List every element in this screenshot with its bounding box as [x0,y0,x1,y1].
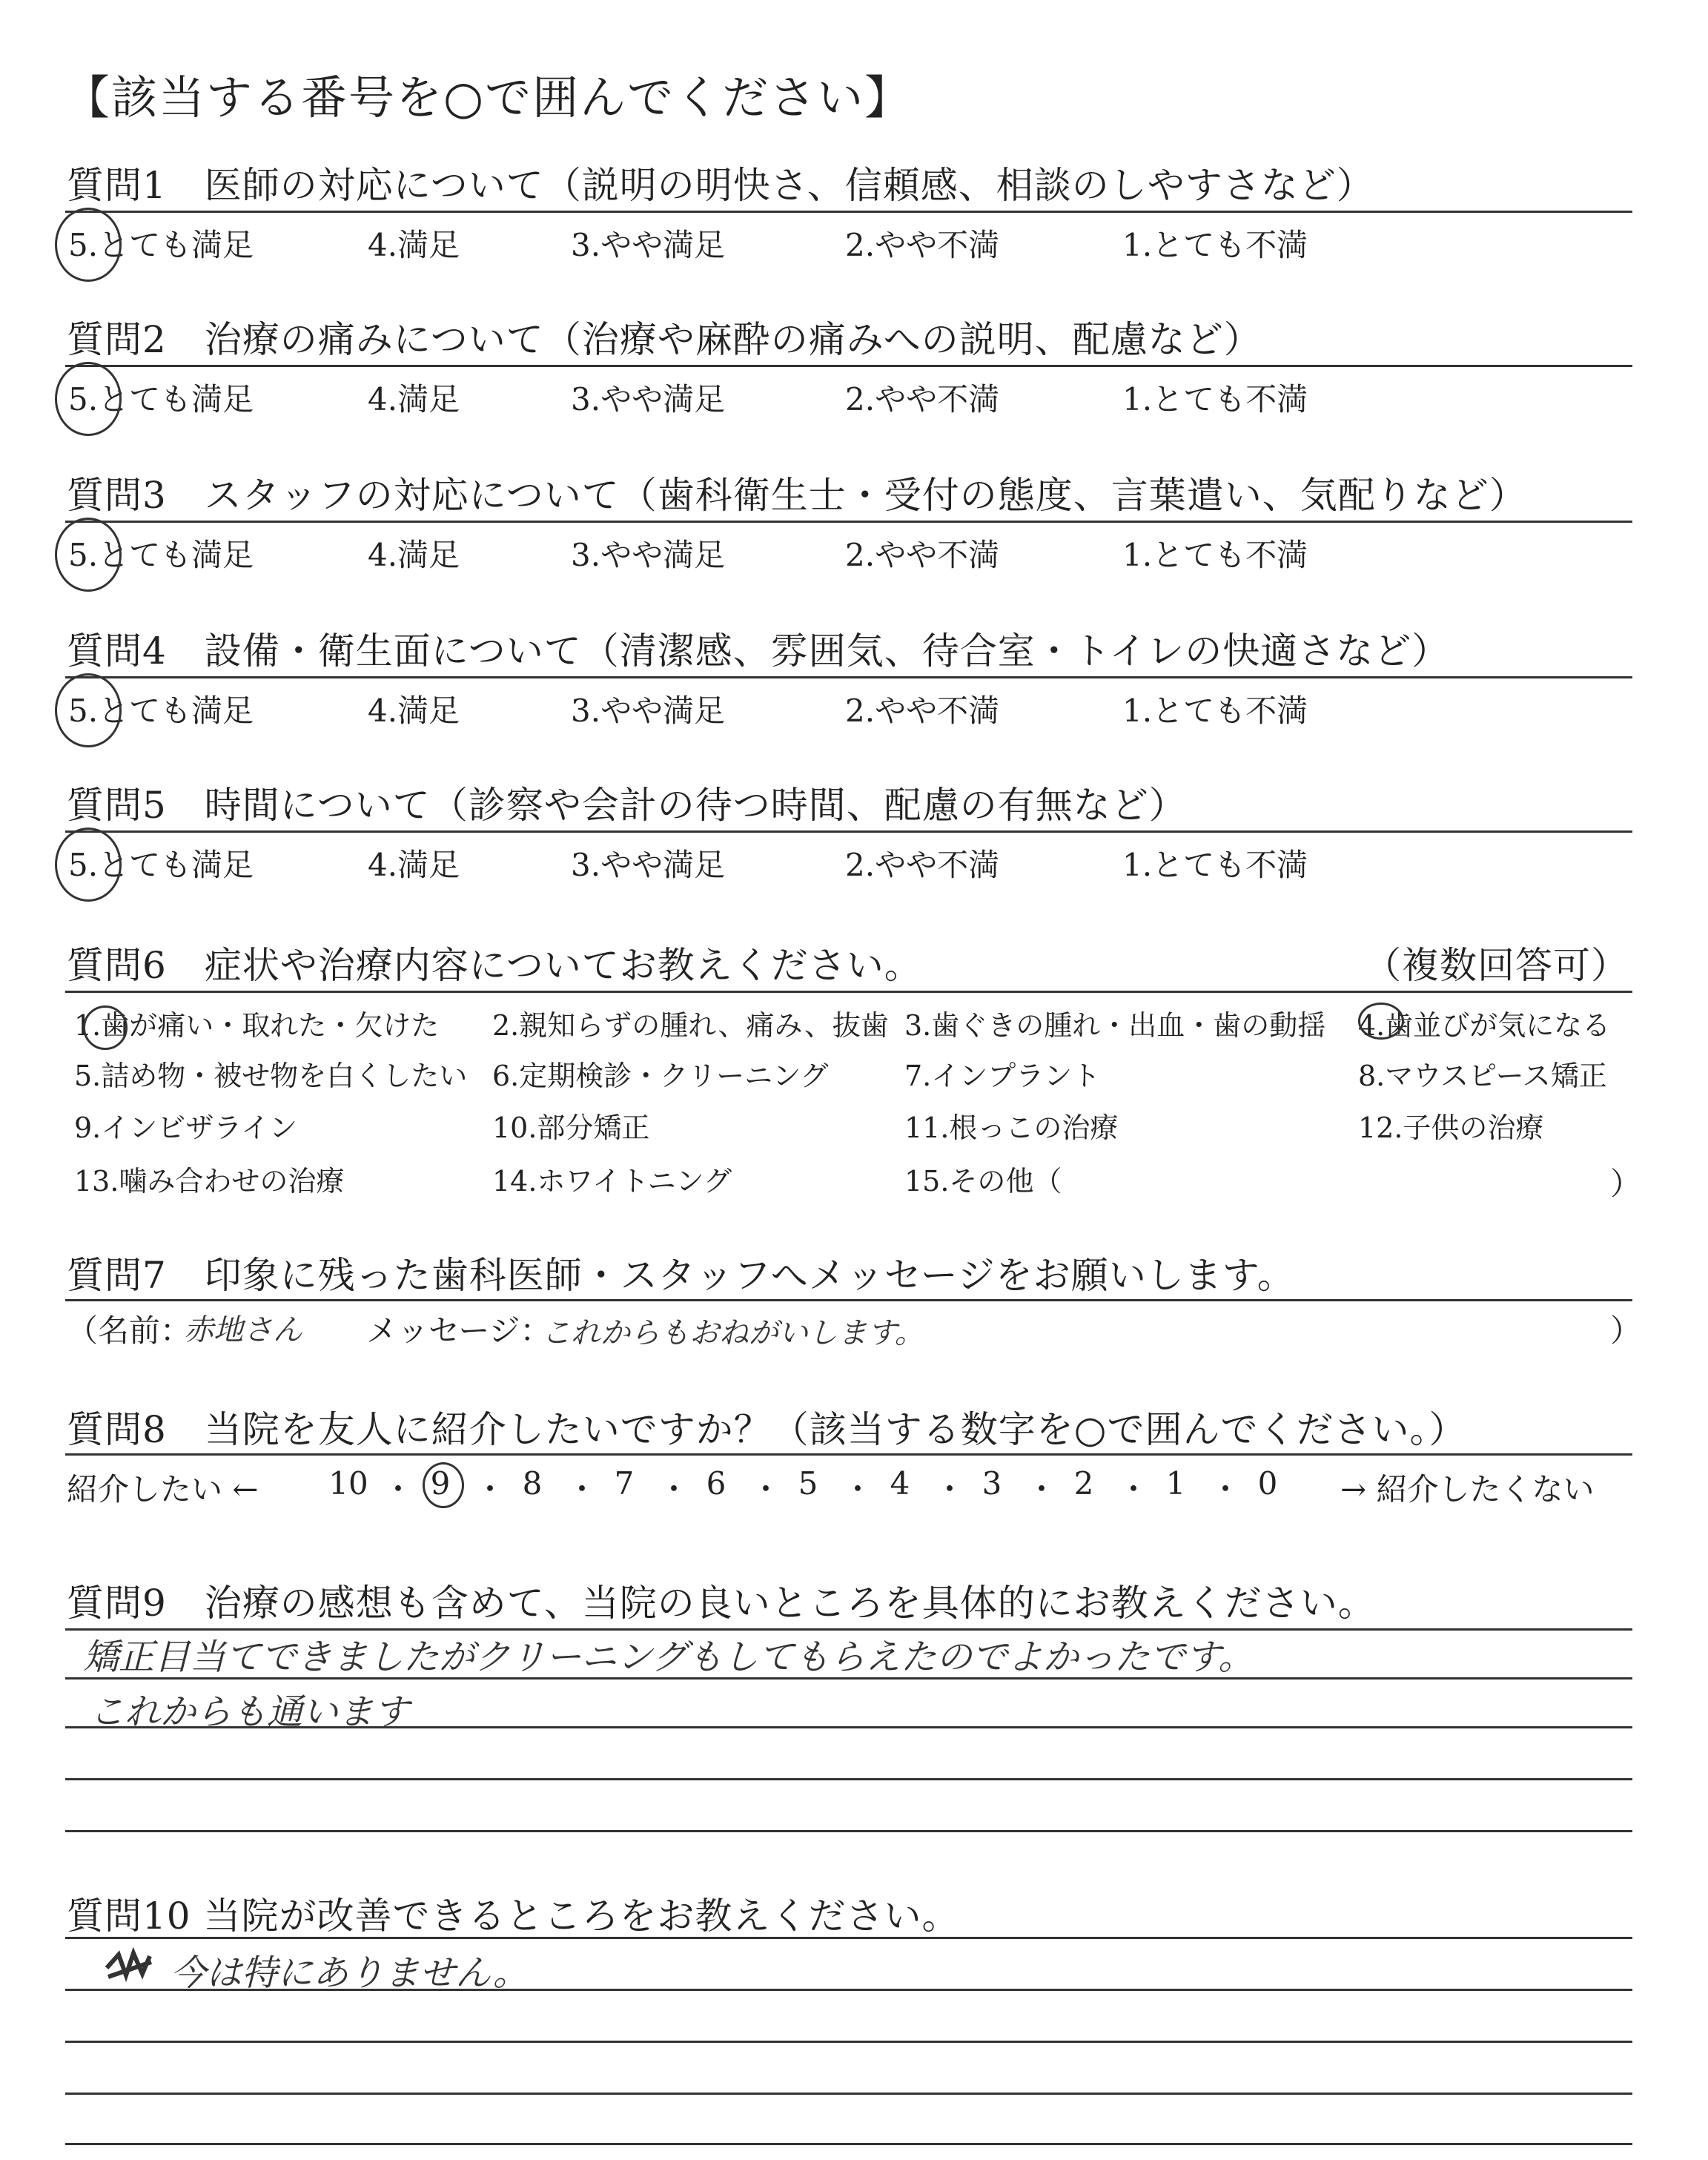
q10-title: 質問10 当院が改善できるところをお教えください。 [67,1895,960,1938]
q6-option-3[interactable]: 3.歯ぐきの腫れ・出血・歯の動揺 [904,1009,1326,1042]
q3-option-5[interactable]: 5.とても満足 [68,537,254,573]
q6-selected-circle-1 [83,1005,128,1050]
q10-rule-4 [65,2093,1632,2095]
q10-answer-line-1[interactable]: 今は特にありません。 [171,1952,529,1994]
q6-option-10[interactable]: 10.部分矯正 [492,1112,650,1144]
q8-separator: ・ [1026,1471,1058,1507]
q5-option-1[interactable]: 1.とても不満 [1122,847,1308,883]
q8-number-0[interactable]: 0 [1257,1465,1278,1502]
q9-rule-5 [65,1830,1632,1832]
q2-option-2[interactable]: 2.やや不満 [845,381,1000,417]
q3-rule [65,521,1632,523]
q2-rule [65,365,1632,367]
q3-option-4[interactable]: 4.満足 [368,537,460,573]
q6-rule [65,991,1632,993]
scribble-icon [104,1946,156,1986]
q3-title: 質問3 スタッフの対応について（歯科衛生士・受付の態度、言葉遣い、気配りなど） [67,474,1527,517]
q8-right-label: → 紹介したくない [1340,1471,1595,1507]
q6-option-13[interactable]: 13.噛み合わせの治療 [74,1165,345,1198]
q6-option-8[interactable]: 8.マウスピース矯正 [1358,1060,1607,1092]
q9-title: 質問9 治療の感想も含めて、当院の良いところを具体的にお教えください。 [67,1582,1376,1625]
q8-number-6[interactable]: 6 [706,1465,726,1502]
q10-rule-3 [65,2041,1632,2043]
q5-option-2[interactable]: 2.やや不満 [845,847,1000,883]
q8-number-7[interactable]: 7 [614,1465,635,1502]
q6-option-5[interactable]: 5.詰め物・被せ物を白くしたい [74,1060,468,1092]
q6-note: （複数回答可） [1364,944,1629,987]
q10-rule-1 [65,1937,1632,1939]
q4-rule [65,676,1632,678]
q5-option-5[interactable]: 5.とても満足 [68,847,254,883]
q8-separator: ・ [750,1471,782,1507]
q7-name-value[interactable]: 赤地さん [184,1313,302,1347]
q8-separator: ・ [566,1471,598,1507]
q8-number-5[interactable]: 5 [798,1465,818,1502]
q5-option-4[interactable]: 4.満足 [368,847,460,883]
q4-title: 質問4 設備・衛生面について（清潔感、雰囲気、待合室・トイレの快適さなど） [67,630,1450,673]
q6-selected-circle-4 [1358,1003,1404,1040]
q8-title: 質問8 当院を友人に紹介したいですか？（該当する数字を○で囲んでください。） [67,1408,1467,1451]
q6-option-1[interactable]: 1.歯が痛い・取れた・欠けた [74,1009,440,1042]
page-title: 【該当する番号を○で囲んでください】 [64,70,913,125]
q8-number-1[interactable]: 1 [1165,1465,1186,1502]
q8-separator: ・ [474,1471,506,1507]
q2-selected-circle [55,362,122,436]
q5-option-3[interactable]: 3.やや満足 [571,847,726,883]
q6-option-12[interactable]: 12.子供の治療 [1358,1112,1544,1144]
q1-title: 質問1 医師の対応について（説明の明快さ、信頼感、相談のしやすさなど） [67,164,1374,207]
q4-option-5[interactable]: 5.とても満足 [68,693,254,729]
q8-separator: ・ [658,1471,690,1507]
q7-name-label: （名前： [67,1312,192,1349]
q7-message-value[interactable]: これからもおねがいします。 [541,1316,924,1350]
q2-option-5[interactable]: 5.とても満足 [68,381,254,417]
q7-close-paren: ） [1610,1312,1642,1349]
q6-option-6[interactable]: 6.定期検診・クリーニング [492,1060,829,1092]
q8-separator: ・ [1118,1471,1150,1507]
q1-rule [65,211,1632,213]
q1-option-4[interactable]: 4.満足 [368,227,460,263]
q4-option-2[interactable]: 2.やや不満 [845,693,1000,729]
q2-option-1[interactable]: 1.とても不満 [1122,381,1308,417]
q2-option-4[interactable]: 4.満足 [368,381,460,417]
q5-selected-circle [55,828,122,902]
q8-separator: ・ [383,1471,414,1507]
q2-title: 質問2 治療の痛みについて（治療や麻酔の痛みへの説明、配慮など） [67,318,1262,361]
q8-separator: ・ [934,1471,966,1507]
q6-option-9[interactable]: 9.インビザライン [74,1112,298,1144]
q1-option-5[interactable]: 5.とても満足 [68,227,254,263]
q6-title: 質問6 症状や治療内容についてお教えください。 [67,944,922,987]
q8-number-9[interactable]: 9 [430,1465,451,1502]
q3-option-2[interactable]: 2.やや不満 [845,537,1000,573]
q9-answer-line-2[interactable]: これからも通います [89,1691,410,1733]
q6-option-7[interactable]: 7.インプラント [904,1060,1101,1092]
q7-title: 質問7 印象に残った歯科医師・スタッフへメッセージをお願いします。 [67,1254,1295,1297]
q8-number-10[interactable]: 10 [328,1465,368,1502]
q4-selected-circle [55,673,122,747]
q4-option-1[interactable]: 1.とても不満 [1122,693,1308,729]
q7-rule [65,1299,1632,1301]
q3-selected-circle [55,518,122,592]
q8-left-label: 紹介したい ← [67,1471,259,1507]
q8-number-3[interactable]: 3 [982,1465,1002,1502]
q1-option-1[interactable]: 1.とても不満 [1122,227,1308,263]
q9-rule-4 [65,1778,1632,1780]
q8-number-2[interactable]: 2 [1073,1465,1094,1502]
q8-separator: ・ [1210,1471,1242,1507]
q1-option-2[interactable]: 2.やや不満 [845,227,1000,263]
q8-number-4[interactable]: 4 [890,1465,910,1502]
q4-option-4[interactable]: 4.満足 [368,693,460,729]
q3-option-3[interactable]: 3.やや満足 [571,537,726,573]
q4-option-3[interactable]: 3.やや満足 [571,693,726,729]
q10-rule-5 [65,2143,1632,2145]
q8-separator: ・ [842,1471,874,1507]
q6-option-14[interactable]: 14.ホワイトニング [492,1165,732,1198]
q1-option-3[interactable]: 3.やや満足 [571,227,726,263]
q6-option-15[interactable]: 15.その他（ [904,1165,1062,1198]
q8-number-8[interactable]: 8 [522,1465,543,1502]
q6-option-2[interactable]: 2.親知らずの腫れ、痛み、抜歯 [492,1009,889,1042]
q6-close-paren: ） [1610,1166,1642,1202]
q7-message-label: メッセージ： [366,1312,552,1349]
q6-option-4[interactable]: 4.歯並びが気になる [1358,1009,1611,1042]
q8-rule [65,1453,1632,1456]
q1-selected-circle [55,208,122,282]
q3-option-1[interactable]: 1.とても不満 [1122,537,1308,573]
q5-title: 質問5 時間について（診察や会計の待つ時間、配慮の有無など） [67,784,1187,827]
q2-option-3[interactable]: 3.やや満足 [571,381,726,417]
q8-selected-circle [423,1462,464,1508]
q6-option-11[interactable]: 11.根っこの治療 [904,1112,1119,1144]
q5-rule [65,830,1632,833]
q9-answer-line-1[interactable]: 矯正目当てできましたがクリーニングもしてもらえたのでよかったです。 [83,1636,1254,1678]
